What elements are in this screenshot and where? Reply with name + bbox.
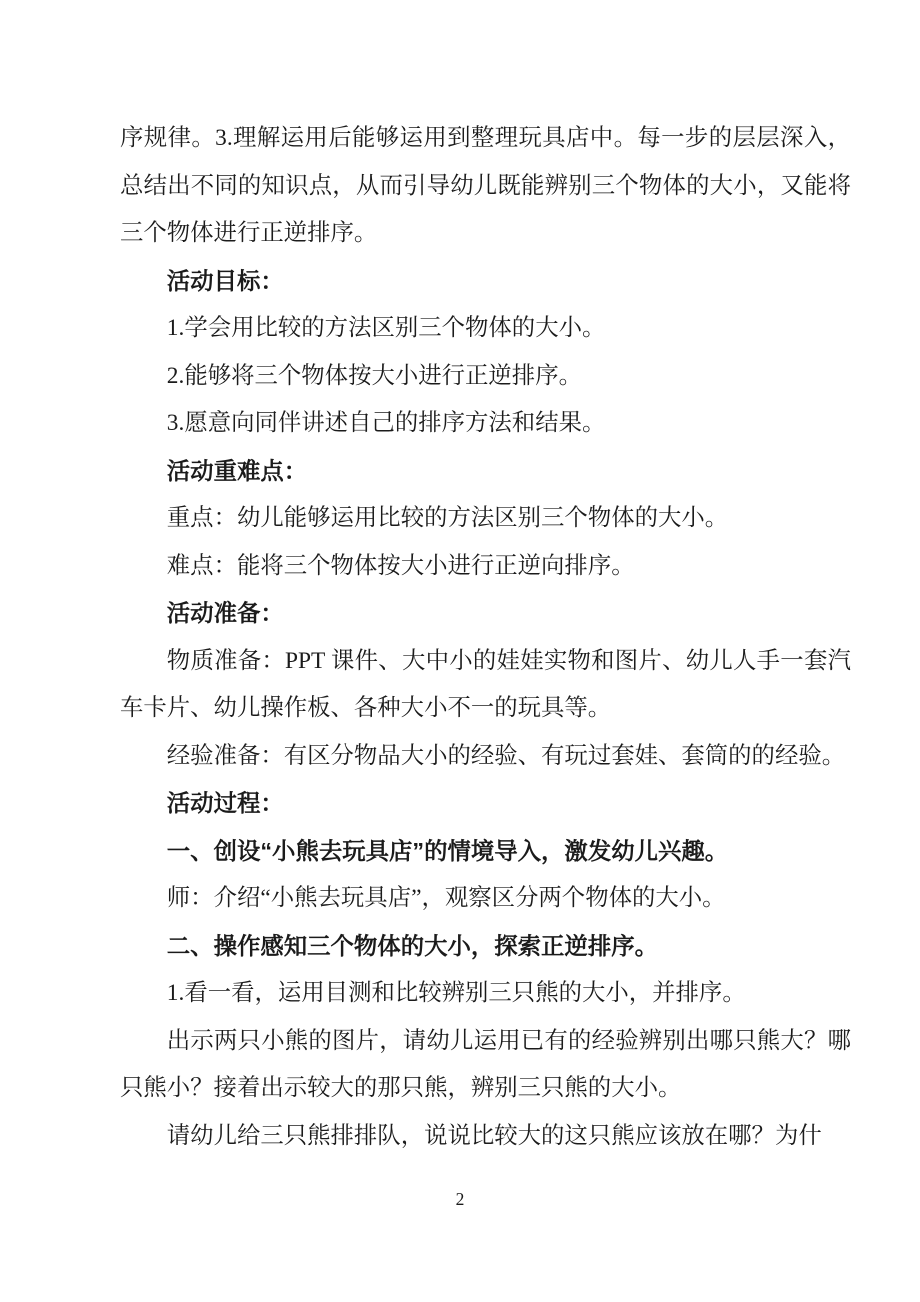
experience-preparation: 经验准备：有区分物品大小的经验、有玩过套娃、套筒的的经验。 xyxy=(166,742,846,769)
key-point: 重点：幼儿能够运用比较的方法区别三个物体的大小。 xyxy=(166,505,729,531)
heading-activity-preparation: 活动准备： xyxy=(166,600,284,626)
section-1-heading: 一、创设“小熊去玩具店”的情境导入，激发幼儿兴趣。 xyxy=(166,837,729,864)
goal-item-1: 1.学会用比较的方法区别三个物体的大小。 xyxy=(166,315,606,341)
page-number: 2 xyxy=(455,1189,465,1209)
section-2-heading: 二、操作感知三个物体的大小，探索正逆排序。 xyxy=(166,932,658,959)
section-2-step-1-question: 请幼儿给三只熊排排队，说说比较大的这只熊应该放在哪？为什 xyxy=(166,1122,822,1149)
section-2-step-1: 1.看一看，运用目测和比较辨别三只熊的大小，并排序。 xyxy=(166,980,746,1006)
heading-activity-goals: 活动目标： xyxy=(166,267,284,294)
material-preparation: 物质准备：PPT 课件、大中小的娃娃实物和图片、幼儿人手一套汽车卡片、幼儿操作板、各种大小不一的玩具等。 xyxy=(120,647,851,721)
section-1-teacher-line: 师：介绍“小熊去玩具店”，观察区分两个物体的大小。 xyxy=(166,885,726,911)
section-2-step-1-detail: 出示两只小熊的图片，请幼儿运用已有的经验辨别出哪只熊大？哪只熊小？接着出示较大的那只熊，辨别三只熊的大小。 xyxy=(120,1027,851,1101)
heading-key-difficult-points: 活动重难点： xyxy=(166,457,308,484)
document-body xyxy=(120,115,851,1160)
goal-item-2: 2.能够将三个物体按大小进行正逆排序。 xyxy=(166,362,582,389)
difficult-point: 难点：能将三个物体按大小进行正逆向排序。 xyxy=(166,552,635,579)
paragraph-design-rationale-continued: 序规律。3.理解运用后能够运用到整理玩具店中。每一步的层层深入，总结出不同的知识点，从而引导幼儿既能辨别三个物体的大小，又能将三个物体进行正逆排序。 xyxy=(120,125,851,246)
heading-activity-process: 活动过程： xyxy=(166,790,284,816)
goal-item-3: 3.愿意向同伴讲述自己的排序方法和结果。 xyxy=(166,410,606,436)
